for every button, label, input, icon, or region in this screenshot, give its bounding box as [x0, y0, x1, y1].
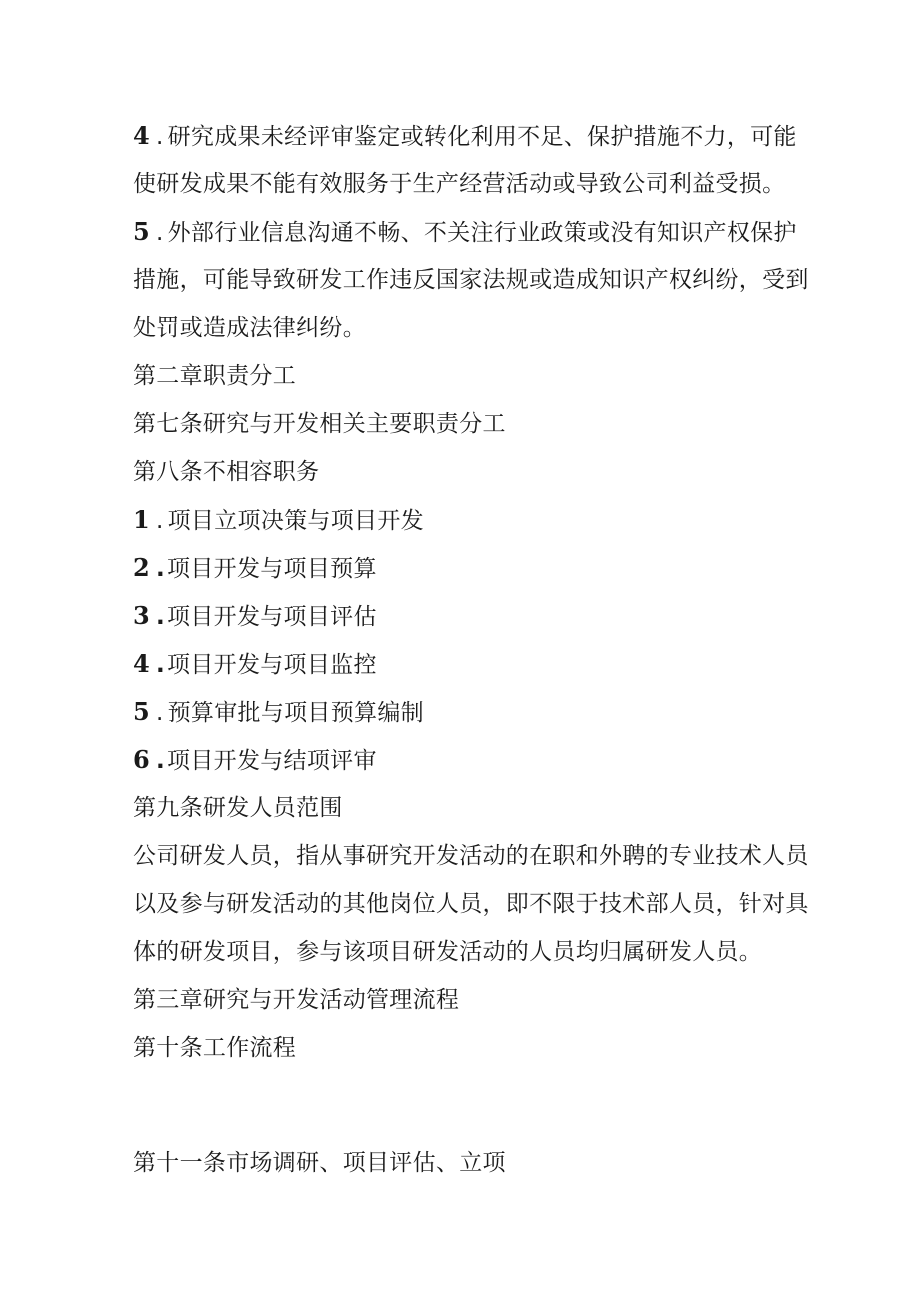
body-line: 体的研发项目，参与该项目研发活动的人员均归属研发人员。 [133, 939, 763, 965]
article-11-heading: 第十一条市场调研、项目评估、立项 [133, 1150, 506, 1176]
item-text: 研究成果未经评审鉴定或转化利用不足、保护措施不力，可能 [167, 124, 797, 150]
list-item [133, 592, 813, 640]
chapter-3-heading: 第三章研究与开发活动管理流程 [133, 987, 460, 1013]
item-separator: . [156, 748, 166, 774]
item-separator: . [156, 508, 164, 534]
item-text-continued: 使研发成果不能有效服务于生产经营活动或导致公司利益受损。 [133, 171, 786, 197]
item-separator: . [156, 556, 166, 582]
item-number: 4 [133, 649, 150, 678]
item-separator: . [156, 604, 166, 630]
item-number: 5 [133, 217, 150, 246]
risk-item-4 [133, 112, 813, 208]
item-number: 1 [133, 505, 150, 534]
list-item [133, 496, 813, 544]
item-number: 2 [133, 553, 150, 582]
document-page [133, 112, 813, 1187]
item-number: 5 [133, 697, 150, 726]
body-line: 以及参与研发活动的其他岗位人员，即不限于技术部人员，针对具 [133, 891, 809, 917]
article-10-heading: 第十条工作流程 [133, 1035, 297, 1061]
item-text: 项目开发与结项评审 [167, 748, 377, 774]
list-item [133, 736, 813, 784]
list-item [133, 688, 813, 736]
item-text: 项目开发与项目评估 [167, 604, 377, 630]
item-separator: . [156, 652, 166, 678]
article-9-heading: 第九条研发人员范围 [133, 795, 343, 821]
list-item [133, 640, 813, 688]
list-item [133, 544, 813, 592]
item-number: 4 [133, 121, 150, 150]
item-number: 6 [133, 745, 150, 774]
item-separator: . [156, 124, 164, 150]
item-text: 项目立项决策与项目开发 [167, 508, 424, 534]
risk-item-5 [133, 208, 813, 352]
chapter-2-heading: 第二章职责分工 [133, 363, 297, 389]
item-text: 项目开发与项目监控 [167, 652, 377, 678]
article-7-heading: 第七条研究与开发相关主要职责分工 [133, 411, 506, 437]
item-text: 预算审批与项目预算编制 [167, 700, 424, 726]
item-separator: . [156, 700, 164, 726]
blank-space [133, 1072, 813, 1139]
article-8-heading: 第八条不相容职务 [133, 459, 320, 485]
item-text: 项目开发与项目预算 [167, 556, 377, 582]
item-separator: . [156, 220, 164, 246]
item-number: 3 [133, 601, 150, 630]
item-text: 外部行业信息沟通不畅、不关注行业政策或没有知识产权保护 [167, 220, 797, 246]
item-text-continued: 措施，可能导致研发工作违反国家法规或造成知识产权纠纷，受到 [133, 267, 809, 293]
body-line: 公司研发人员，指从事研究开发活动的在职和外聘的专业技术人员 [133, 843, 809, 869]
article-9-body [133, 832, 813, 976]
item-text-continued: 处罚或造成法律纠纷。 [133, 315, 366, 341]
incompatible-duties-list [133, 496, 813, 784]
